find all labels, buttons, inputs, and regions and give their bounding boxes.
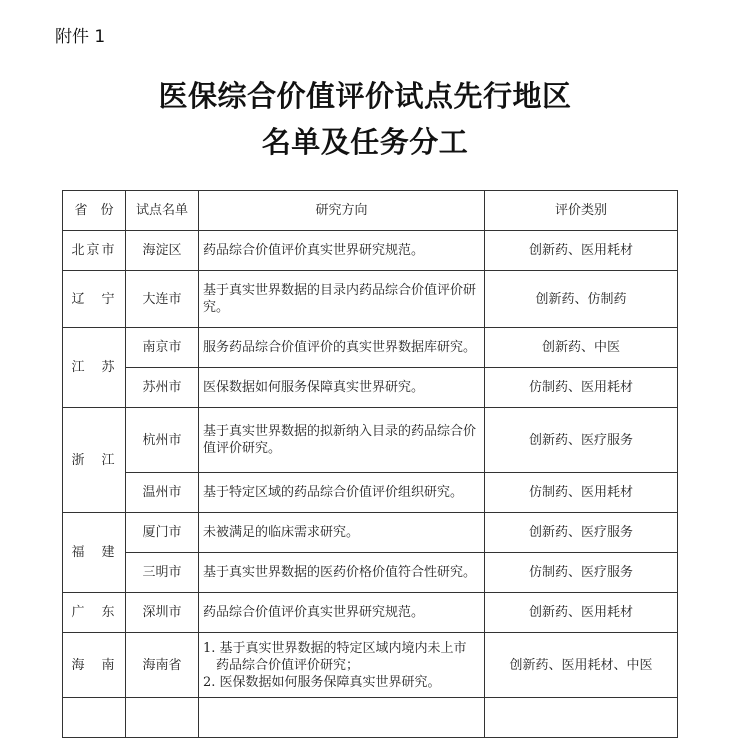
category-cell: 创新药、医用耗材、中医 (485, 633, 678, 698)
province-cell: 北京市 (63, 231, 126, 271)
table-row (63, 553, 678, 593)
table-row (63, 513, 678, 553)
category-cell: 创新药、医疗服务 (485, 513, 678, 553)
pilot-cell: 海淀区 (126, 231, 199, 271)
direction-cell: 医保数据如何服务保障真实世界研究。 (199, 368, 485, 408)
table-header-row (63, 191, 678, 231)
province-cell: 浙 江 (63, 408, 126, 513)
header-category: 评价类别 (485, 191, 678, 231)
direction-line: 2. 医保数据如何服务保障真实世界研究。 (203, 674, 441, 690)
pilot-cell: 海南省 (126, 633, 199, 698)
province-cell: 福 建 (63, 513, 126, 593)
attachment-label: 附件 1 (55, 27, 106, 47)
table-row (63, 231, 678, 271)
direction-cell: 基于真实世界数据的拟新纳入目录的药品综合价值评价研究。 (199, 408, 485, 473)
pilot-cell: 温州市 (126, 473, 199, 513)
pilot-cell: 深圳市 (126, 593, 199, 633)
table-row (63, 473, 678, 513)
table-row (63, 593, 678, 633)
table-row (63, 368, 678, 408)
province-cell: 广 东 (63, 593, 126, 633)
province-cell: 江 苏 (63, 328, 126, 408)
pilot-cell: 苏州市 (126, 368, 199, 408)
pilot-regions-table (62, 190, 678, 738)
category-cell: 创新药、医疗服务 (485, 408, 678, 473)
category-cell: 仿制药、医用耗材 (485, 473, 678, 513)
direction-cell: 未被满足的临床需求研究。 (199, 513, 485, 553)
direction-cell: 基于特定区域的药品综合价值评价组织研究。 (199, 473, 485, 513)
category-cell: 创新药、仿制药 (485, 271, 678, 328)
direction-cell (199, 633, 485, 698)
category-cell: 创新药、中医 (485, 328, 678, 368)
pilot-cell: 南京市 (126, 328, 199, 368)
table-row (63, 271, 678, 328)
table-row (63, 633, 678, 698)
table-row-partial (63, 698, 678, 738)
direction-line: 药品综合价值评价研究； (216, 657, 360, 673)
direction-cell: 服务药品综合价值评价的真实世界数据库研究。 (199, 328, 485, 368)
table-row (63, 408, 678, 473)
table-row (63, 328, 678, 368)
header-province: 省 份 (63, 191, 126, 231)
category-cell: 仿制药、医用耗材 (485, 368, 678, 408)
pilot-cell: 杭州市 (126, 408, 199, 473)
direction-cell: 基于真实世界数据的目录内药品综合价值评价研究。 (199, 271, 485, 328)
direction-cell: 基于真实世界数据的医药价格价值符合性研究。 (199, 553, 485, 593)
category-cell: 仿制药、医疗服务 (485, 553, 678, 593)
direction-cell: 药品综合价值评价真实世界研究规范。 (199, 593, 485, 633)
pilot-cell: 三明市 (126, 553, 199, 593)
direction-line: 1. 基于真实世界数据的特定区域内境内未上市 (203, 640, 467, 656)
pilot-cell: 大连市 (126, 271, 199, 328)
category-cell: 创新药、医用耗材 (485, 593, 678, 633)
category-cell: 创新药、医用耗材 (485, 231, 678, 271)
direction-cell: 药品综合价值评价真实世界研究规范。 (199, 231, 485, 271)
pilot-cell: 厦门市 (126, 513, 199, 553)
header-pilot: 试点名单 (126, 191, 199, 231)
document-title-line2: 名单及任务分工 (261, 125, 469, 159)
province-cell: 辽 宁 (63, 271, 126, 328)
header-direction: 研究方向 (199, 191, 485, 231)
province-cell: 海 南 (63, 633, 126, 698)
document-title-line1: 医保综合价值评价试点先行地区 (158, 79, 572, 113)
